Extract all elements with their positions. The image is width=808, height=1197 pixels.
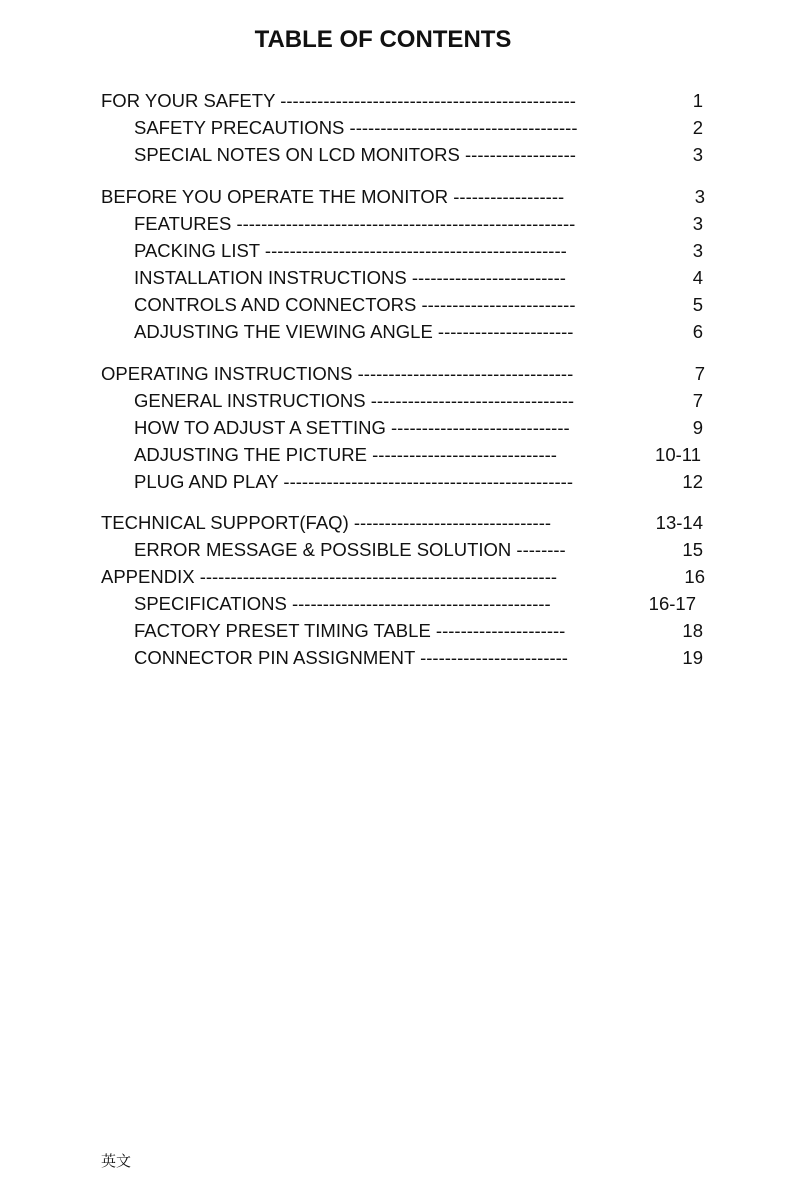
toc-page-number: 4 [692,267,703,288]
toc-page-number: 3 [694,186,705,207]
footer-language-label: 英文 [101,1153,132,1170]
page-title: TABLE OF CONTENTS [254,26,512,53]
toc-entry-leader: ------------------------- [416,294,576,315]
toc-entry-leader: --------------------------------- [365,390,575,411]
toc-page-number: 16-17 [648,593,696,614]
toc-entry [134,647,568,669]
toc-page-number: 3 [692,213,703,234]
toc-page-number: 12 [682,471,703,492]
toc-entry-label: PLUG AND PLAY [134,471,279,492]
toc-entry-label: ADJUSTING THE VIEWING ANGLE [134,321,433,342]
toc-entry [134,294,576,316]
toc-entry-label: SPECIAL NOTES ON LCD MONITORS [134,144,460,165]
toc-entry [134,417,570,439]
toc-page-number: 18 [682,620,703,641]
toc-entry-leader: ------------------------------ [366,444,557,465]
toc-page-number: 15 [682,539,703,560]
toc-entry-label: TECHNICAL SUPPORT(FAQ) [101,512,349,533]
toc-entry [134,539,566,561]
toc-entry-label: SPECIFICATIONS [134,593,287,614]
toc-entry-leader: ------------------------------------- [344,117,578,138]
toc-page-number: 13-14 [655,512,703,533]
toc-page-number: 1 [692,90,703,111]
toc-page-number: 7 [692,390,703,411]
toc-entry-label: SAFETY PRECAUTIONS [134,117,345,138]
toc-page-number: 6 [692,321,703,342]
toc-page-number: 7 [694,363,705,384]
toc-entry-label: PACKING LIST [134,240,260,261]
toc-entry [101,363,573,385]
toc-entry-label: INSTALLATION INSTRUCTIONS [134,267,407,288]
toc-page-number: 3 [692,240,703,261]
toc-entry [134,620,565,642]
toc-entry [101,512,551,534]
toc-entry [134,267,566,289]
toc-entry [134,321,573,343]
toc-entry [134,593,551,615]
toc-entry-leader: -------------------------------- [348,512,552,533]
toc-entry-leader: ------------------------------------------------ [275,90,576,111]
toc-entry-label: HOW TO ADJUST A SETTING [134,417,386,438]
toc-entry-label: CONNECTOR PIN ASSIGNMENT [134,647,415,668]
toc-entry-leader: -------- [511,539,566,560]
toc-entry-label: FACTORY PRESET TIMING TABLE [134,620,431,641]
toc-entry [134,444,557,466]
toc-entry-leader: ------------------ [459,144,576,165]
toc-entry [101,186,564,208]
toc-entry [134,213,575,235]
toc-entry-leader: --------------------- [430,620,566,641]
toc-entry-leader: ------------------------- [406,267,566,288]
toc-page-number: 5 [692,294,703,315]
toc-entry-label: FOR YOUR SAFETY [101,90,276,111]
toc-page-number: 9 [692,417,703,438]
toc-entry-label: CONTROLS AND CONNECTORS [134,294,417,315]
toc-entry-leader: ----------------------------------- [352,363,574,384]
toc-entry-leader: ------------------------ [414,647,568,668]
toc-entry [134,144,576,166]
toc-entry-label: BEFORE YOU OPERATE THE MONITOR [101,186,449,207]
toc-entry [101,90,576,112]
toc-entry-leader: ------------------ [448,186,565,207]
toc-entry [134,471,573,493]
toc-entry-leader: ------------------------------------------------- [259,240,567,261]
toc-page-number: 16 [684,566,705,587]
toc-entry-leader: ----------------------------------------------- [278,471,573,492]
toc-page-number: 2 [692,117,703,138]
toc-page-number: 3 [692,144,703,165]
toc-entry [134,240,567,262]
toc-entry-label: ADJUSTING THE PICTURE [134,444,367,465]
toc-entry-label: ERROR MESSAGE & POSSIBLE SOLUTION [134,539,512,560]
toc-entry-label: GENERAL INSTRUCTIONS [134,390,366,411]
toc-entry-leader: ---------------------------------------------------------- [194,566,558,587]
toc-entry-leader: ------------------------------------------------------- [231,213,576,234]
toc-entry-leader: ---------------------- [432,321,574,342]
toc-page-number: 10-11 [655,444,701,465]
toc-entry [134,117,578,139]
toc-entry-label: OPERATING INSTRUCTIONS [101,363,353,384]
toc-entry-leader: ------------------------------------------ [286,593,551,614]
toc-page-number: 19 [682,647,703,668]
toc-entry-label: APPENDIX [101,566,195,587]
toc-entry [101,566,557,588]
toc-entry-leader: ----------------------------- [385,417,570,438]
toc-entry-label: FEATURES [134,213,232,234]
toc-entry [134,390,574,412]
